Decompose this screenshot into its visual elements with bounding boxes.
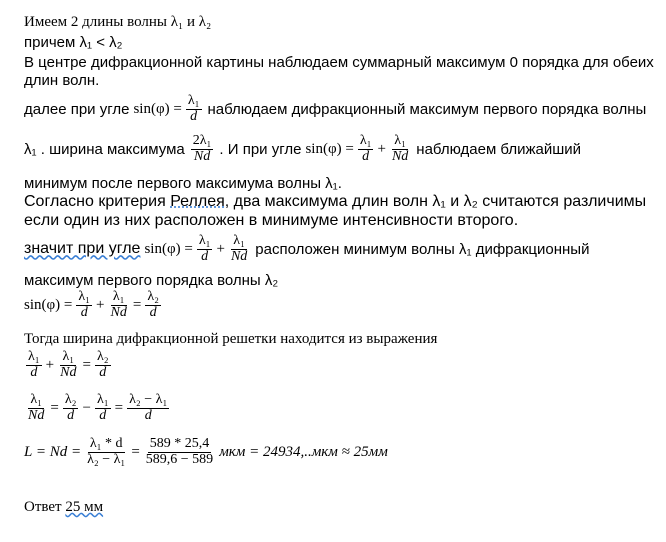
frac-den: Nd — [230, 248, 248, 264]
fraction-lambda1-over-d — [76, 290, 92, 320]
plus-sign: + — [377, 140, 386, 157]
answer-label: Ответ — [24, 499, 66, 515]
formula-line-15 — [24, 393, 171, 423]
formula-line-14 — [24, 350, 113, 380]
L-equals-Nd: L = Nd = — [24, 443, 82, 460]
frac-num: λ₁ — [96, 392, 109, 407]
fraction-lambda1-over-d — [95, 393, 111, 423]
equals-sign: = — [131, 443, 140, 460]
text-line-4: длин волн. — [24, 72, 100, 89]
frac-den: Nd — [193, 148, 211, 164]
text-line-3: В центре дифракционной картины наблюдаем суммарный максимум 0 порядка для обеих — [24, 54, 654, 71]
fraction-lambda1-over-d — [186, 94, 202, 124]
line6-post: наблюдаем ближайший — [416, 140, 582, 158]
frac-num: λ₂ — [147, 289, 159, 304]
text-line-2: причем λ₁ < λ₂ — [24, 34, 123, 51]
frac-num: λ₁ — [359, 133, 372, 148]
frac-num: λ₂ — [96, 349, 109, 364]
equals-sign: = — [82, 356, 91, 373]
frac-num: λ₁ — [187, 93, 200, 108]
frac-num: λ₁ — [28, 349, 40, 364]
frac-den: d — [67, 407, 75, 423]
fraction-numeric — [144, 437, 215, 467]
fraction-lambda1-over-d — [358, 134, 374, 164]
line6-pre: λ₁ . ширина максимума — [24, 140, 185, 158]
text-line-7: минимум после первого максимума волны λ₁. — [24, 175, 342, 192]
frac-den: Nd — [28, 407, 45, 423]
line5-pre: далее при угле — [24, 100, 130, 118]
frac-num: λ₁ — [30, 392, 42, 407]
frac-num: λ₁ — [62, 349, 75, 364]
fraction-lambda1-over-Nd — [390, 134, 410, 164]
frac-den: d — [362, 148, 370, 164]
frac-num: λ₁ — [112, 289, 125, 304]
frac-num: 2λ₁ — [192, 133, 212, 148]
fraction-lambda1d-over-diff — [85, 437, 127, 467]
frac-num: λ₁ * d — [89, 436, 123, 451]
line10-post: расположен минимум волны λ₁ дифракционный — [255, 240, 590, 258]
text-line-9: если один из них расположен в минимуме интенсивности второго. — [24, 212, 519, 229]
text-line-1: Имеем 2 длины волны λ₁ и λ₂ — [24, 14, 212, 30]
formula-sin-phi-1 — [133, 94, 203, 124]
frac-den: Nd — [110, 304, 127, 320]
fraction-lambda1-over-d — [26, 350, 42, 380]
text-line-11: максимум первого порядка волны λ₂ — [24, 272, 279, 289]
line5-post: наблюдаем дифракционный максимум первого порядка волны — [207, 100, 647, 118]
frac-den: d — [190, 108, 198, 124]
frac-den: d — [144, 407, 152, 423]
frac-num: 589 * 25,4 — [149, 436, 210, 451]
frac-den: 589,6 − 589 — [145, 451, 214, 467]
sin-phi-label: sin(φ) = — [144, 240, 193, 257]
frac-den: d — [99, 407, 107, 423]
answer-value: 25 мм — [65, 499, 104, 515]
fraction-lambda2-over-d — [145, 290, 161, 320]
text-line-6 — [24, 134, 581, 164]
frac-num: λ₁ — [394, 133, 406, 148]
frac-den: d — [149, 304, 157, 320]
frac-den: Nd — [391, 148, 409, 164]
formula-sin-phi-2 — [305, 134, 412, 164]
frac-num: λ₂ − λ₁ — [129, 392, 168, 407]
frac-den: d — [80, 304, 88, 320]
plus-sign: + — [45, 356, 55, 373]
frac-num: λ₁ — [78, 289, 91, 304]
text-line-5 — [24, 94, 646, 124]
fraction-lambda2-over-d — [95, 350, 111, 380]
plus-sign: + — [216, 240, 225, 257]
line10-pre: значит при угле — [24, 240, 141, 258]
formula-line-16 — [24, 437, 388, 467]
minus-sign: − — [82, 399, 91, 416]
fraction-lambda2-over-d — [63, 393, 79, 423]
equals-sign: = — [50, 399, 59, 416]
answer-line — [24, 499, 103, 516]
fraction-lambda1-over-Nd — [109, 290, 129, 320]
frac-den: d — [201, 248, 209, 264]
equals-sign: = — [132, 296, 142, 313]
frac-num: λ₁ — [233, 233, 245, 248]
line8-a: Согласно критерия — [24, 193, 171, 210]
sin-phi-label: sin(φ) = — [133, 100, 182, 117]
frac-num: λ₂ — [64, 392, 77, 407]
plus-sign: + — [96, 296, 105, 313]
fraction-lambda1-over-Nd — [229, 234, 249, 264]
rayleigh-word: Реллея — [170, 193, 225, 210]
sin-phi-label: sin(φ) = — [305, 140, 354, 157]
sin-phi-label: sin(φ) = — [24, 296, 73, 313]
frac-den: d — [99, 364, 107, 380]
frac-den: d — [30, 364, 38, 380]
fraction-diff-over-d — [127, 393, 169, 423]
frac-den: λ₂ − λ₁ — [87, 451, 126, 467]
equals-sign: = — [114, 399, 124, 416]
text-line-10 — [24, 234, 589, 264]
frac-num: λ₁ — [198, 233, 211, 248]
result-value: мкм = 24934,..мкм ≈ 25мм — [219, 443, 388, 460]
line8-c: , два максимума длин волн λ₁ и λ₂ считаются различимы — [224, 193, 647, 210]
fraction-lambda1-over-Nd — [58, 350, 78, 380]
fraction-2lambda1-over-Nd — [191, 134, 214, 164]
frac-den: Nd — [60, 364, 77, 380]
formula-sin-phi-3 — [144, 234, 251, 264]
fraction-lambda1-over-Nd — [26, 393, 46, 423]
formula-line-12 — [24, 290, 163, 320]
line6-mid: . И при угле — [219, 140, 302, 158]
fraction-lambda1-over-d — [197, 234, 213, 264]
text-line-13: Тогда ширина дифракционной решетки находится из выражения — [24, 331, 438, 347]
text-line-8 — [24, 193, 646, 211]
